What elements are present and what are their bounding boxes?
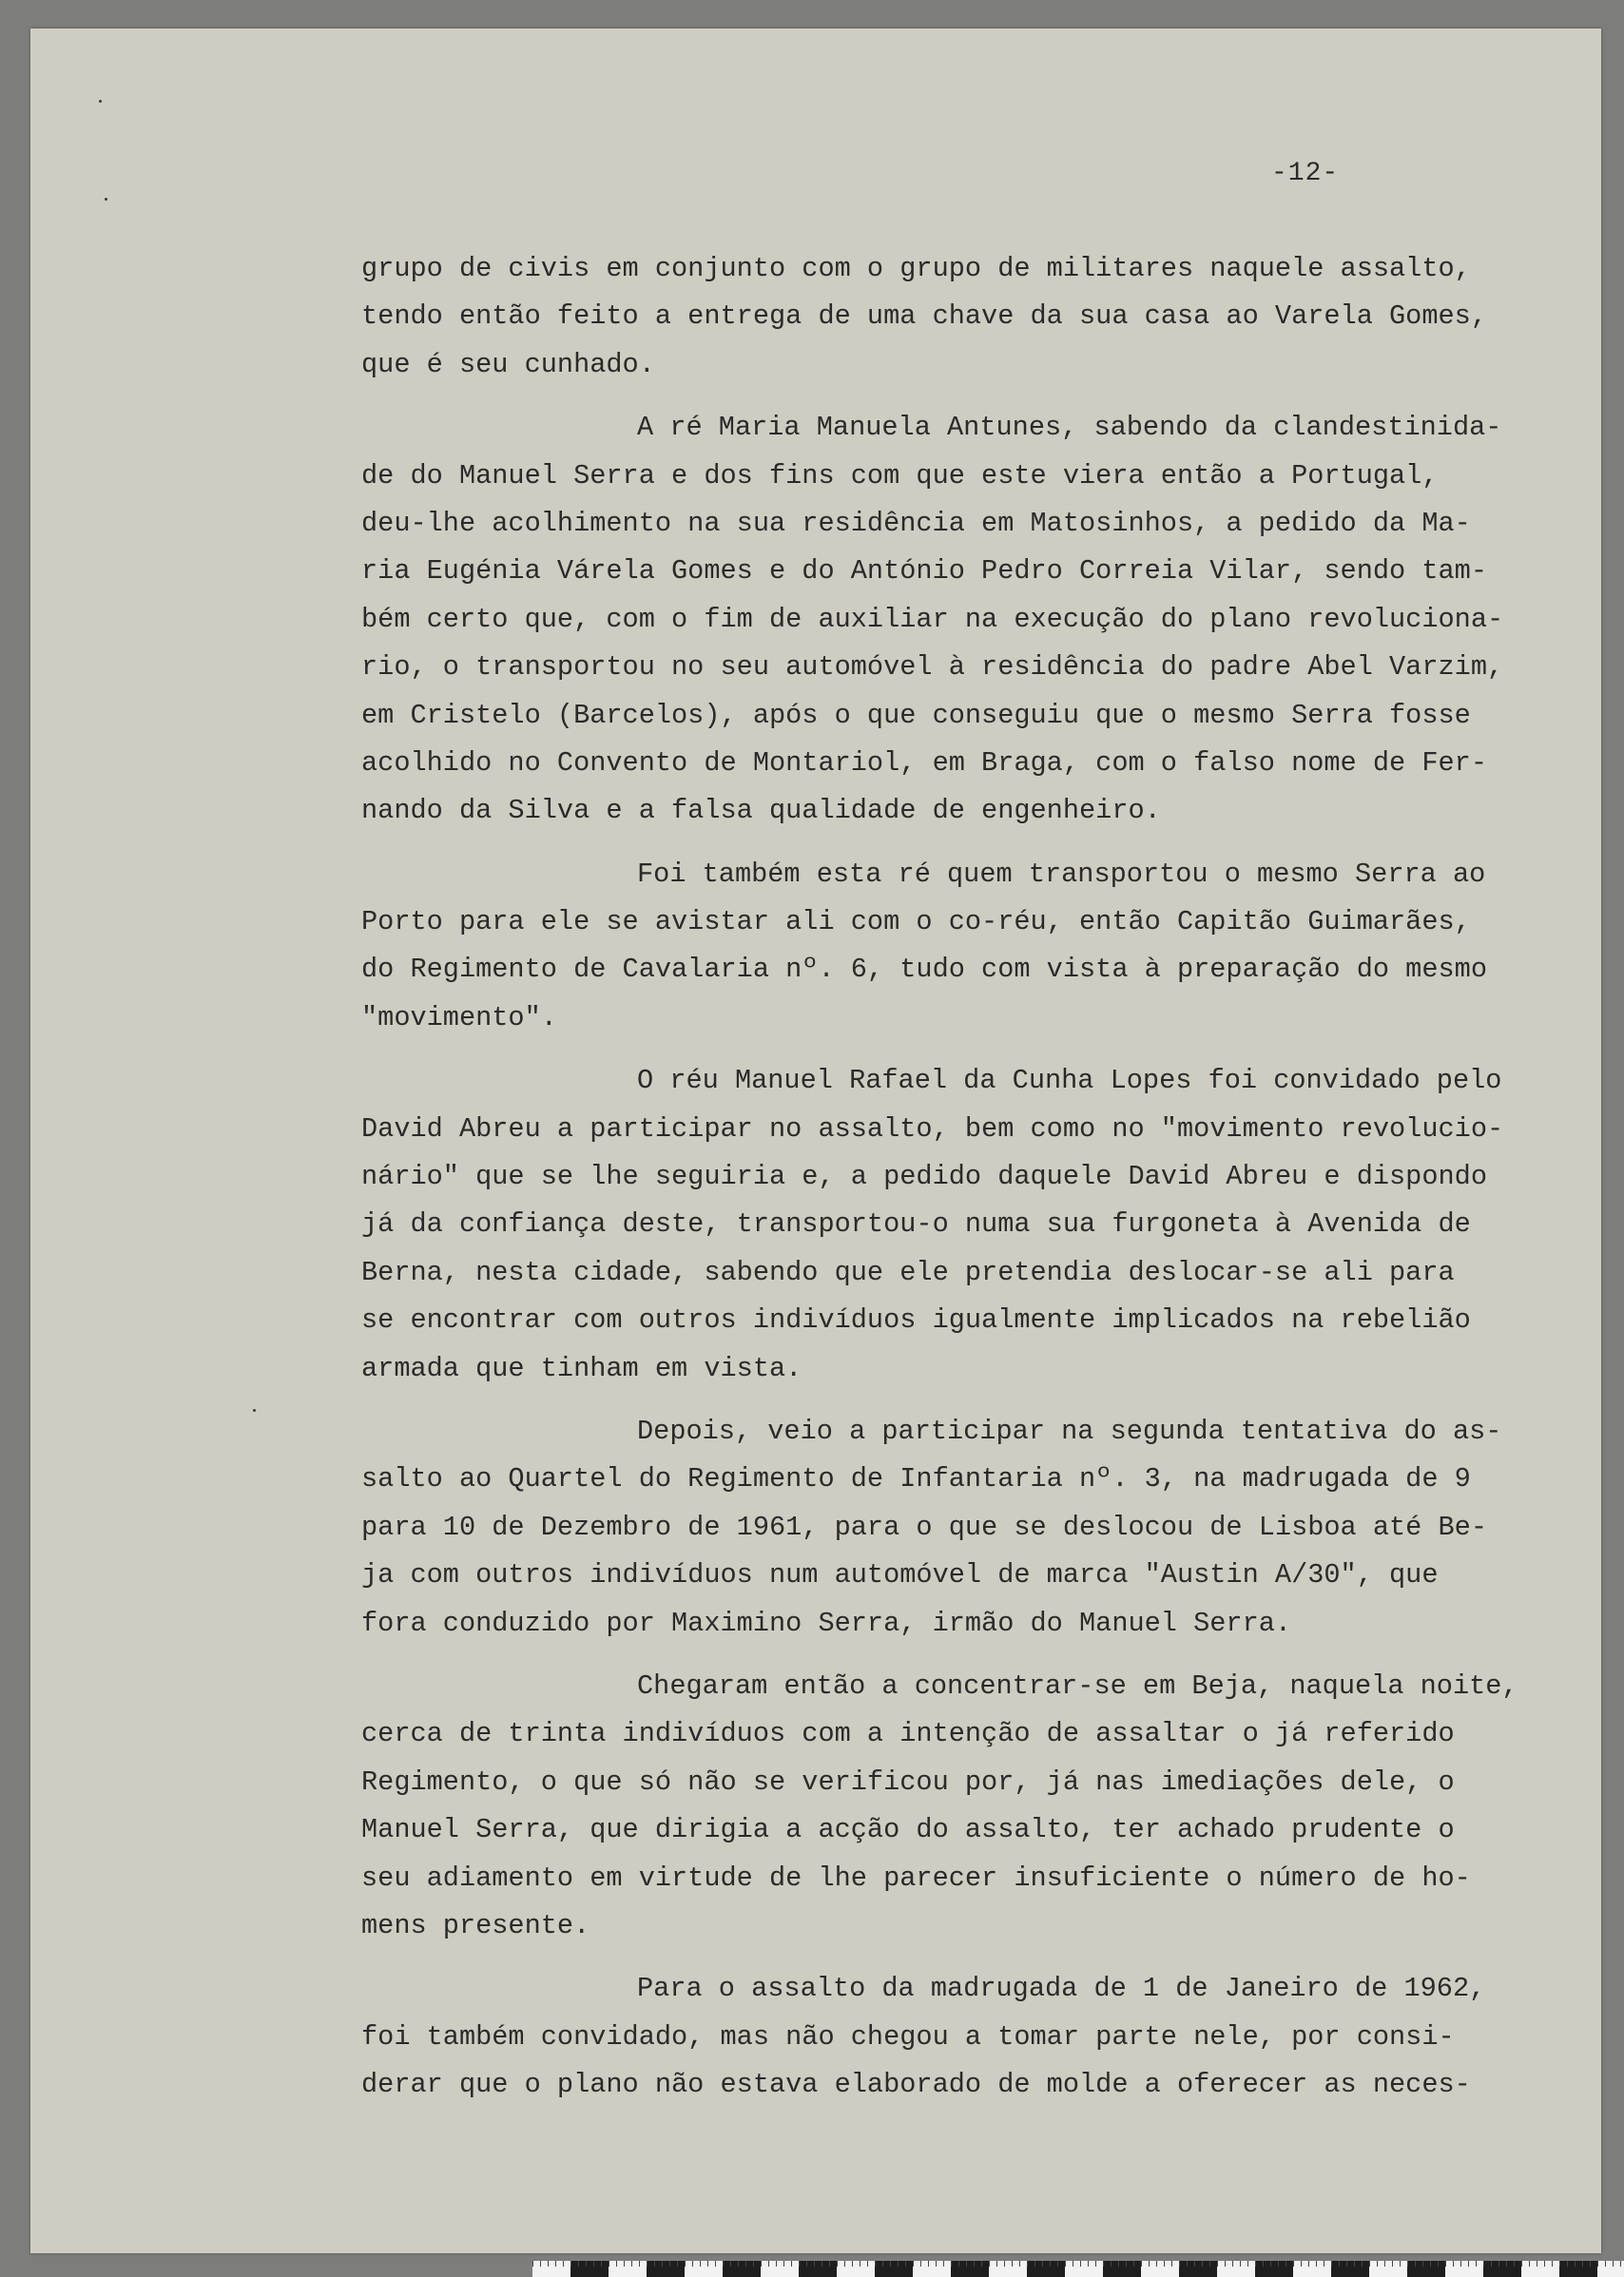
text-line: "movimento". (361, 1001, 557, 1033)
text-line: Manuel Serra, que dirigia a acção do assalto, ter achado prudente o (361, 1814, 1455, 1846)
paper-speck (253, 1409, 256, 1412)
paragraph (361, 851, 1578, 1043)
text-line: foi também convidado, mas não chegou a tomar parte nele, por consi- (361, 2020, 1455, 2053)
text-line: fora conduzido por Maximino Serra, irmão do Manuel Serra. (361, 1607, 1292, 1639)
paragraph (361, 404, 1578, 836)
text-line: cerca de trinta indivíduos com a intenção de assaltar o já referido (361, 1718, 1455, 1750)
text-line: Regimento, o que só não se verificou por, já nas imediações dele, o (361, 1766, 1455, 1798)
text-line: David Abreu a participar no assalto, bem como no "movimento revolucio- (361, 1112, 1504, 1145)
text-line: acolhido no Convento de Montariol, em Braga, com o falso nome de Fer- (361, 746, 1487, 779)
text-line: nário" que se lhe seguiria e, a pedido daquele David Abreu e dispondo (361, 1161, 1487, 1193)
text-line: derar que o plano não estava elaborado de molde a oferecer as neces- (361, 2069, 1471, 2101)
text-line: deu-lhe acolhimento na sua residência em Matosinhos, a pedido da Ma- (361, 507, 1471, 539)
scan-scale-bar (532, 2261, 1624, 2277)
text-line: Chegaram então a concentrar-se em Beja, naquela noite, (637, 1669, 1518, 1702)
text-line: em Cristelo (Barcelos), após o que conseguiu que o mesmo Serra fosse (361, 699, 1471, 731)
text-line: armada que tinham em vista. (361, 1352, 802, 1384)
text-line: seu adiamento em virtude de lhe parecer insuficiente o número de ho- (361, 1862, 1471, 1894)
text-line: que é seu cunhado. (361, 348, 655, 380)
paragraph (361, 1965, 1578, 2109)
text-line: se encontrar com outros indivíduos igualmente implicados na rebelião (361, 1304, 1471, 1337)
text-line: O réu Manuel Rafael da Cunha Lopes foi convidado pelo (637, 1065, 1502, 1097)
text-line: Porto para ele se avistar ali com o co-réu, então Capitão Guimarães, (361, 906, 1471, 938)
text-line: grupo de civis em conjunto com o grupo de militares naquele assalto, (361, 253, 1471, 284)
text-line: de do Manuel Serra e dos fins com que este viera então a Portugal, (361, 459, 1439, 492)
text-line: nando da Silva e a falsa qualidade de engenheiro. (361, 795, 1161, 827)
text-line: Berna, nesta cidade, sabendo que ele pretendia deslocar-se ali para (361, 1256, 1455, 1288)
paragraph (361, 1057, 1578, 1393)
paragraph (361, 245, 1578, 389)
paper-speck (105, 198, 107, 201)
document-page (30, 29, 1601, 2253)
text-line: do Regimento de Cavalaria nº. 6, tudo com vista à preparação do mesmo (361, 954, 1487, 986)
text-line: Depois, veio a participar na segunda tentativa do as- (637, 1415, 1502, 1447)
text-line: Foi também esta ré quem transportou o mesmo Serra ao (637, 858, 1486, 890)
text-line: A ré Maria Manuela Antunes, sabendo da clandestinida- (637, 412, 1502, 444)
text-line: já da confiança deste, transportou-o numa sua furgoneta à Avenida de (361, 1208, 1471, 1241)
text-line: mens presente. (361, 1909, 590, 1941)
page-number: -12- (1271, 159, 1340, 188)
text-line: rio, o transportou no seu automóvel à residência do padre Abel Varzim, (361, 651, 1504, 684)
text-line: salto ao Quartel do Regimento de Infantaria nº. 3, na madrugada de 9 (361, 1463, 1471, 1495)
document-body (361, 245, 1578, 2124)
text-line: ja com outros indivíduos num automóvel de marca "Austin A/30", que (361, 1559, 1439, 1592)
text-line: ria Eugénia Várela Gomes e do António Pedro Correia Vilar, sendo tam- (361, 555, 1487, 588)
text-line: bém certo que, com o fim de auxiliar na execução do plano revoluciona- (361, 603, 1504, 635)
paper-speck (99, 100, 102, 103)
text-line: Para o assalto da madrugada de 1 de Janeiro de 1962, (637, 1973, 1486, 2005)
text-line: para 10 de Dezembro de 1961, para o que se deslocou de Lisboa até Be- (361, 1511, 1487, 1543)
paragraph (361, 1408, 1578, 1648)
paragraph (361, 1663, 1578, 1950)
text-line: tendo então feito a entrega de uma chave da sua casa ao Varela Gomes, (361, 300, 1487, 333)
